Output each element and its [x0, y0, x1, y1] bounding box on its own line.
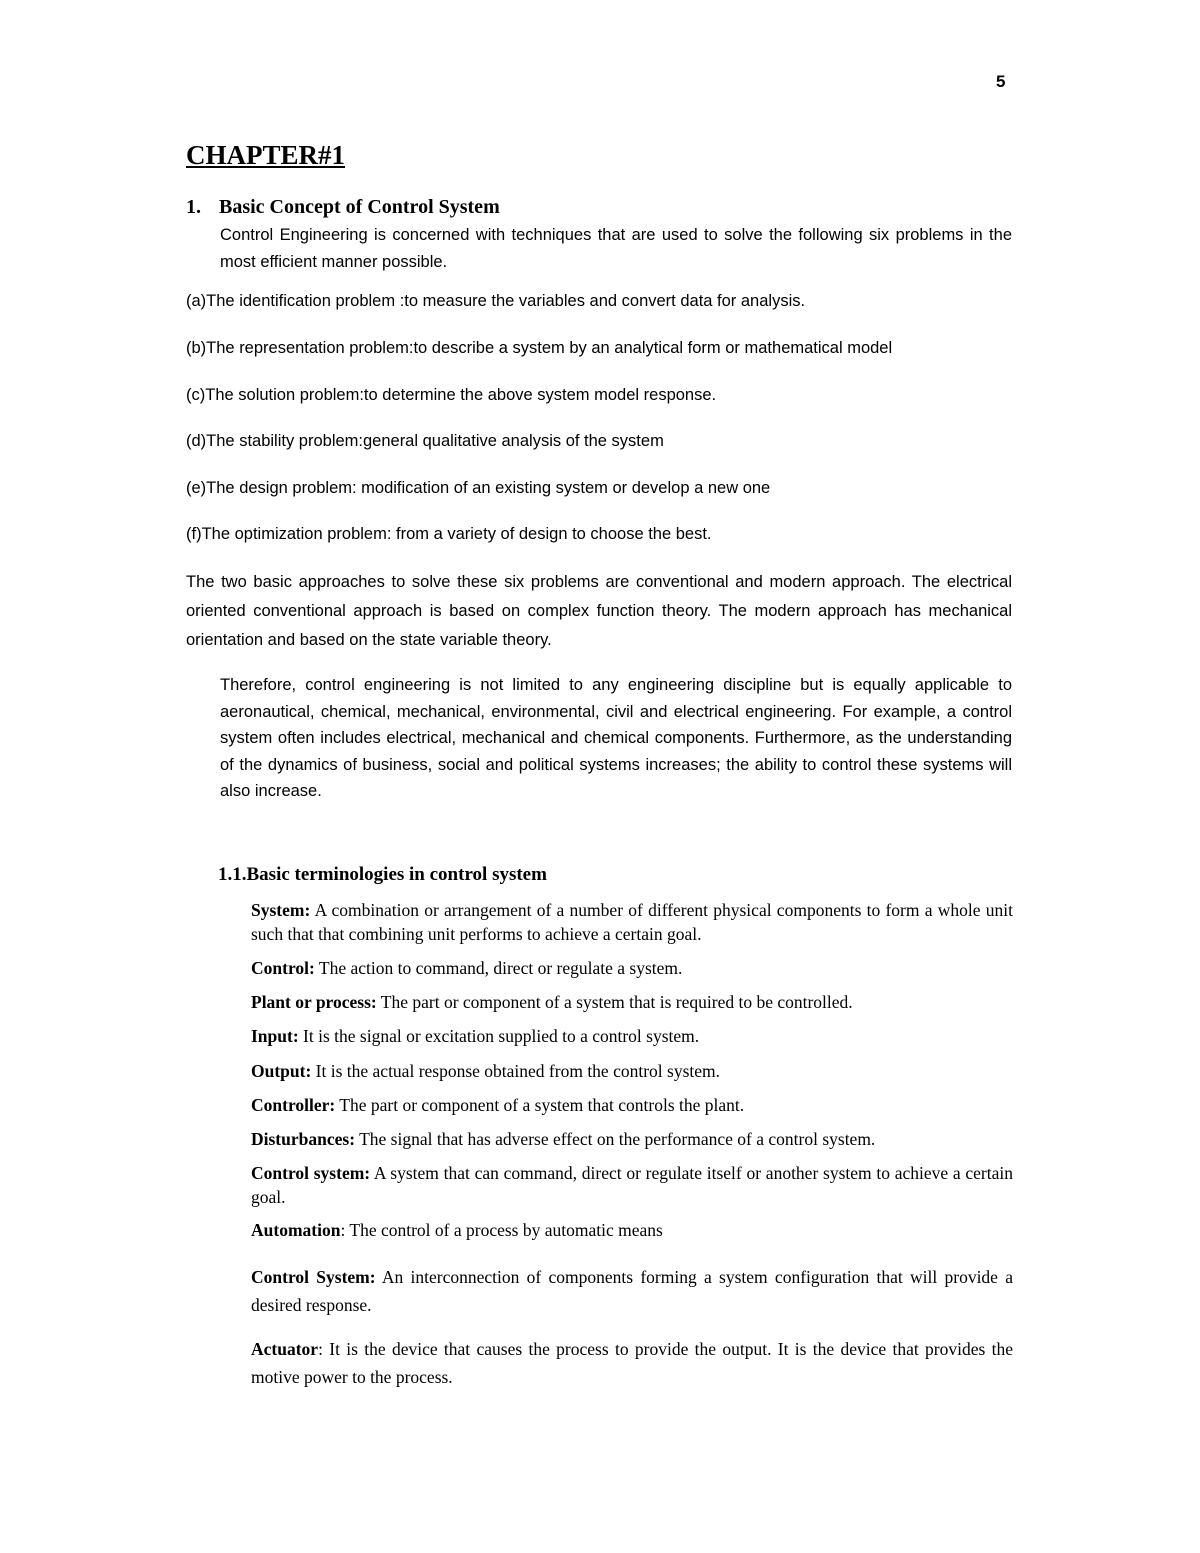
term-text: It is the signal or excitation supplied to a control system. — [298, 1026, 700, 1046]
term-text: The signal that has adverse effect on the performance of a control system. — [355, 1129, 876, 1149]
therefore-paragraph: Therefore, control engineering is not limited to any engineering discipline but is equally applicable to aeronautical, chemical, mechanical, environmental, civil and electrical engineering. For example, a control system often includes electrical, mechanical and chemical components. Furthermore, as the understanding of the dynamics of business, social and political systems increases; the ability to control these systems will also increase. — [220, 676, 1012, 800]
term-definition — [251, 1161, 1013, 1209]
section-title: Basic Concept of Control System — [219, 196, 500, 218]
problem-item — [186, 290, 1016, 312]
problem-text: The optimization problem: from a variety of design to choose the best. — [201, 525, 712, 543]
problem-text: The representation problem:to describe a system by an analytical form or mathematical model — [206, 339, 893, 357]
problem-label: (e) — [186, 479, 207, 497]
problem-label: (c) — [186, 386, 206, 404]
term-text: It is the actual response obtained from the control system. — [311, 1061, 721, 1081]
subsection-heading — [218, 864, 547, 886]
term-name: Disturbances: — [251, 1129, 356, 1149]
term-definition — [251, 990, 1013, 1014]
problem-item — [186, 384, 1016, 406]
subsection-title: Basic terminologies in control system — [246, 864, 547, 885]
term-name: Actuator — [251, 1339, 319, 1359]
term-definition — [251, 1127, 1013, 1151]
problem-text: The design problem: modification of an existing system or develop a new one — [206, 479, 771, 497]
problem-item — [186, 523, 1016, 545]
term-name: Output: — [251, 1061, 312, 1081]
problem-label: (f) — [186, 525, 202, 543]
term-name: Controller: — [251, 1095, 336, 1115]
term-definition — [251, 956, 1013, 980]
problem-label: (b) — [186, 339, 207, 357]
term-text: : It is the device that causes the process to provide the output. It is the device that provides the motive power to the process. — [251, 1339, 1013, 1387]
term-text: The action to command, direct or regulate a system. — [314, 958, 683, 978]
problem-text: The stability problem:general qualitative analysis of the system — [206, 432, 664, 450]
section-number: 1. — [186, 196, 201, 218]
approach-paragraph: The two basic approaches to solve these six problems are conventional and modern approach. The electrical oriented conventional approach is based on complex function theory. The modern approach has mechanical orientation and based on the state variable theory. — [186, 573, 1012, 649]
problem-item — [186, 337, 1016, 359]
term-name: Automation — [251, 1220, 341, 1240]
term-name: System: — [251, 900, 311, 920]
term-name: Control system: — [251, 1163, 371, 1183]
term-definition — [251, 1059, 1013, 1083]
term-text: : The control of a process by automatic means — [340, 1220, 663, 1240]
term-definition — [251, 1093, 1013, 1117]
term-name: Plant or process: — [251, 992, 377, 1012]
problem-item — [186, 430, 1016, 452]
section-heading — [186, 196, 500, 219]
page-number: 5 — [996, 72, 1006, 91]
problem-item — [186, 477, 1016, 499]
chapter-title: CHAPTER#1 — [186, 140, 346, 170]
problem-label: (d) — [186, 432, 207, 450]
problem-text: The identification problem :to measure the variables and convert data for analysis. — [206, 292, 806, 310]
term-text: A system that can command, direct or regulate itself or another system to achieve a certain goal. — [251, 1163, 1013, 1207]
term-definition — [251, 1263, 1013, 1319]
term-name: Control: — [251, 958, 315, 978]
problem-label: (a) — [186, 292, 207, 310]
term-definition — [251, 898, 1013, 946]
term-name: Control System: — [251, 1267, 376, 1287]
term-definition — [251, 1024, 1013, 1048]
term-definition — [251, 1218, 1013, 1242]
section-intro: Control Engineering is concerned with techniques that are used to solve the following six problems in the most efficient manner possible. — [220, 226, 1012, 271]
term-text: The part or component of a system that is required to be controlled. — [376, 992, 853, 1012]
term-definition — [251, 1335, 1013, 1391]
term-name: Input: — [251, 1026, 299, 1046]
term-text: The part or component of a system that controls the plant. — [335, 1095, 745, 1115]
problem-text: The solution problem:to determine the above system model response. — [205, 386, 717, 404]
subsection-number: 1.1. — [218, 864, 247, 885]
term-text: A combination or arrangement of a number of different physical components to form a whole unit such that that combining unit performs to achieve a certain goal. — [251, 900, 1013, 944]
term-text: An interconnection of components forming a system configuration that will provide a desired response. — [251, 1267, 1013, 1315]
